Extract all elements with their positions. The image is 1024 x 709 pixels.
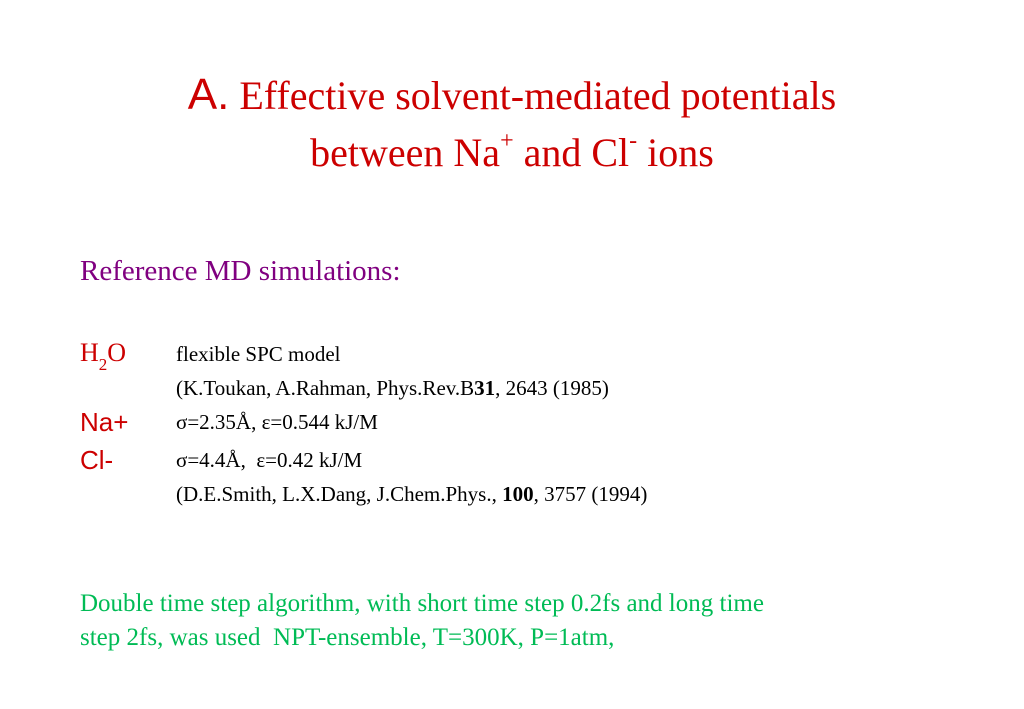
- title-sodium-charge: +: [500, 127, 514, 154]
- water-label-h: H: [80, 338, 99, 367]
- title-prefix: A.: [187, 70, 230, 119]
- chloride-parameters: σ=4.4Å, ε=0.42 kJ/M: [176, 448, 363, 472]
- water-reference: [176, 374, 609, 402]
- title-line-2: [0, 124, 1024, 181]
- chloride-reference-volume: 100: [502, 482, 534, 506]
- water-label: [80, 337, 127, 375]
- title-line-2-a: between Na: [310, 130, 501, 175]
- sodium-label: Na+: [80, 407, 129, 437]
- title-line-1: [0, 66, 1024, 124]
- title-line-2-b: and Cl: [513, 130, 630, 175]
- chloride-label: Cl-: [80, 445, 114, 475]
- sodium-parameters: σ=2.35Å, ε=0.544 kJ/M: [176, 410, 378, 434]
- chloride-reference-a: (D.E.Smith, L.X.Dang, J.Chem.Phys.,: [176, 482, 503, 506]
- water-model: flexible SPC model: [176, 342, 341, 366]
- chloride-reference-b: , 3757 (1994): [533, 482, 648, 506]
- title-line-1-text: Effective solvent-mediated potentials: [239, 73, 837, 118]
- water-reference-b: , 2643 (1985): [495, 376, 609, 400]
- water-label-o: O: [107, 338, 127, 367]
- water-label-sub: 2: [98, 355, 108, 375]
- water-reference-volume: 31: [474, 376, 496, 400]
- title-line-2-c: ions: [637, 130, 714, 175]
- simulation-details-line-1: Double time step algorithm, with short time step 0.2fs and long time: [80, 590, 764, 617]
- simulation-details: [80, 587, 960, 655]
- simulation-details-line-2: step 2fs, was used NPT-ensemble, T=300K, P=1atm,: [80, 624, 615, 651]
- chloride-reference: [176, 480, 647, 508]
- title-chloride-charge: -: [629, 127, 638, 154]
- slide-title: [0, 66, 1024, 181]
- water-reference-a: (K.Toukan, A.Rahman, Phys.Rev.B: [176, 376, 475, 400]
- reference-heading: Reference MD simulations:: [80, 255, 401, 287]
